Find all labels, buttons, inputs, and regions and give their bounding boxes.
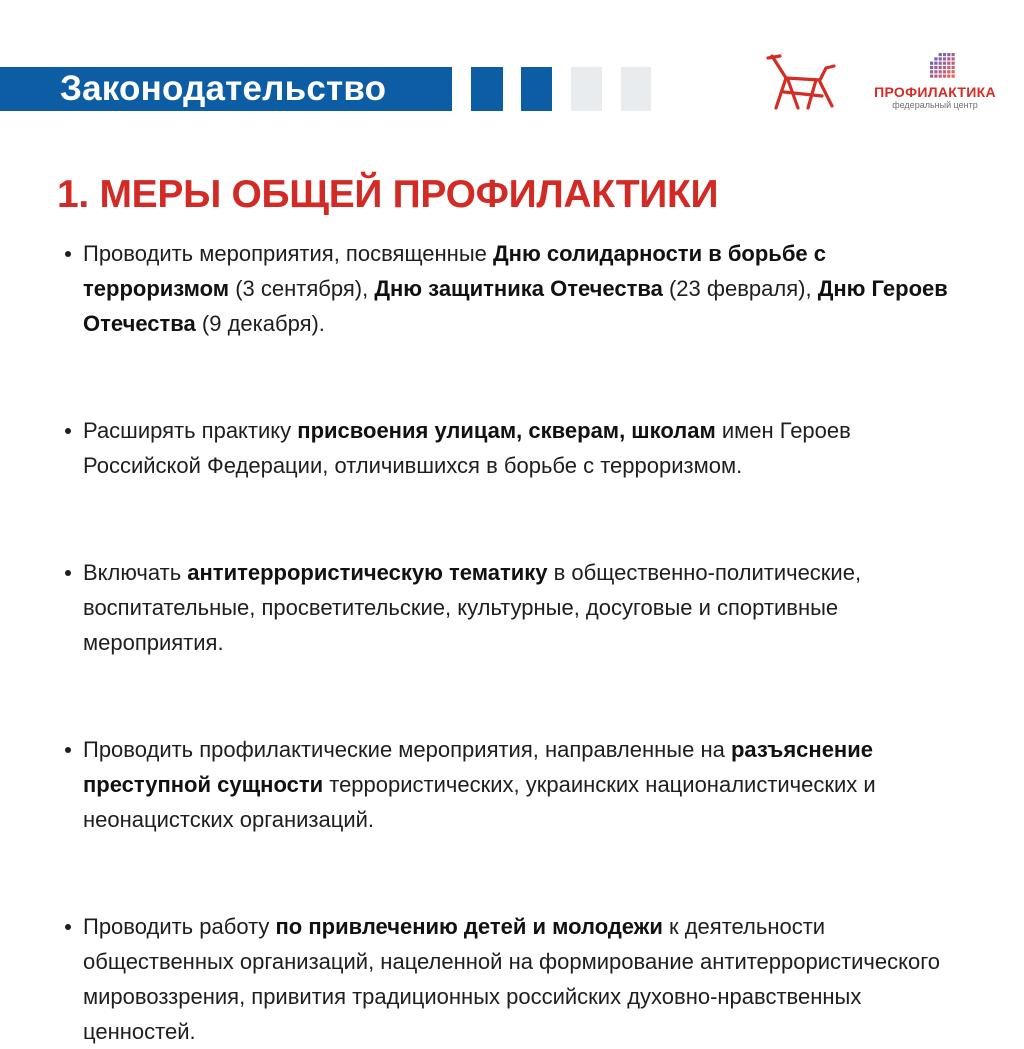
logo-grid-dot [943, 75, 946, 78]
item-emphasis: Дню солидарности в борьбе с терроризмом [83, 241, 827, 301]
bullet [65, 251, 71, 257]
item-text: имен Героев Российской Федерации, отличившихся в борьбе с терроризмом. [83, 418, 851, 478]
page-title: Законодательство [60, 69, 387, 108]
decor-square-blue-2 [521, 67, 552, 111]
item-emphasis: Дню защитника Отечества [374, 276, 663, 301]
logo-subtitle: федеральный центр [892, 100, 978, 110]
item-text: (9 декабря). [195, 311, 325, 336]
logo-grid-dot [939, 75, 942, 78]
measures-list [62, 236, 962, 1049]
item-text: Проводить мероприятия, посвященные [83, 241, 493, 266]
item-emphasis: присвоения улицам, скверам, школам [297, 418, 716, 443]
item-text: Включать [83, 560, 188, 585]
logo-grid-dot [947, 75, 950, 78]
logo-grid-dot [930, 75, 933, 78]
bullet [65, 570, 71, 576]
logo-grid-dot [952, 66, 955, 69]
list-item [62, 732, 962, 837]
logo-grid-dot [943, 66, 946, 69]
logo-grid-dot [939, 70, 942, 73]
logo-grid-dot [947, 70, 950, 73]
list-item [62, 236, 962, 341]
list-item [62, 413, 962, 483]
logo-grid-dot [934, 75, 937, 78]
item-text: Проводить профилактические мероприятия, направленные на [83, 737, 731, 762]
logo-grid-dot [934, 62, 937, 65]
item-text: к деятельности общественных организаций, нацеленной на формирование антитеррористического мировоззрения, привития традиционных российских духовно-нравственных ценностей. [83, 914, 940, 1044]
logo-grid-dot [947, 53, 950, 56]
logo-grid-dot [930, 70, 933, 73]
logo-grid-dot [934, 57, 937, 60]
bullet [65, 747, 71, 753]
logo-grid-dot [952, 75, 955, 78]
logo [863, 84, 1007, 111]
logo-grid-dot [952, 70, 955, 73]
logo-grid-dot [952, 57, 955, 60]
logo-grid-dot [934, 66, 937, 69]
decor-square-blue-1 [471, 67, 503, 111]
stylized-horse-icon [766, 52, 838, 114]
item-emphasis: по привлечению детей и молодежи [275, 914, 663, 939]
item-text: (3 сентября), [229, 276, 375, 301]
list-item [62, 909, 962, 1049]
logo-grid-dot [930, 62, 933, 65]
section-heading: 1. МЕРЫ ОБЩЕЙ ПРОФИЛАКТИКИ [57, 173, 719, 216]
logo-grid-dot [943, 57, 946, 60]
dot-grid-icon [930, 53, 956, 79]
item-emphasis: Дню Героев Отечества [83, 276, 948, 336]
logo-grid-dot [943, 70, 946, 73]
list-item [62, 555, 962, 660]
logo-grid-dot [952, 53, 955, 56]
logo-grid-dot [947, 62, 950, 65]
logo-grid-dot [939, 62, 942, 65]
decor-square-gray-2 [621, 67, 651, 111]
logo-grid-dot [943, 62, 946, 65]
item-text: (23 февраля), [662, 276, 818, 301]
logo-name: ПРОФИЛАКТИКА [874, 84, 996, 100]
logo-grid-dot [947, 66, 950, 69]
item-text: Проводить работу [83, 914, 276, 939]
logo-grid-dot [939, 66, 942, 69]
logo-grid-dot [939, 57, 942, 60]
item-text: террористических, украинских националистических и неонацистских организаций. [83, 772, 876, 832]
item-emphasis: разъяснение преступной сущности [83, 737, 873, 797]
logo-grid-dot [930, 66, 933, 69]
logo-grid-dot [934, 70, 937, 73]
item-emphasis: антитеррористическую тематику [187, 560, 548, 585]
item-text: Расширять практику [83, 418, 298, 443]
bullet [65, 428, 71, 434]
logo-grid-dot [939, 53, 942, 56]
item-text: в общественно-политические, воспитательные, просветительские, культурные, досуговые и спортивные мероприятия. [83, 560, 862, 655]
bullet [65, 924, 71, 930]
decor-square-gray-1 [571, 67, 602, 111]
logo-grid-dot [943, 53, 946, 56]
logo-grid-dot [952, 62, 955, 65]
logo-grid-dot [947, 57, 950, 60]
